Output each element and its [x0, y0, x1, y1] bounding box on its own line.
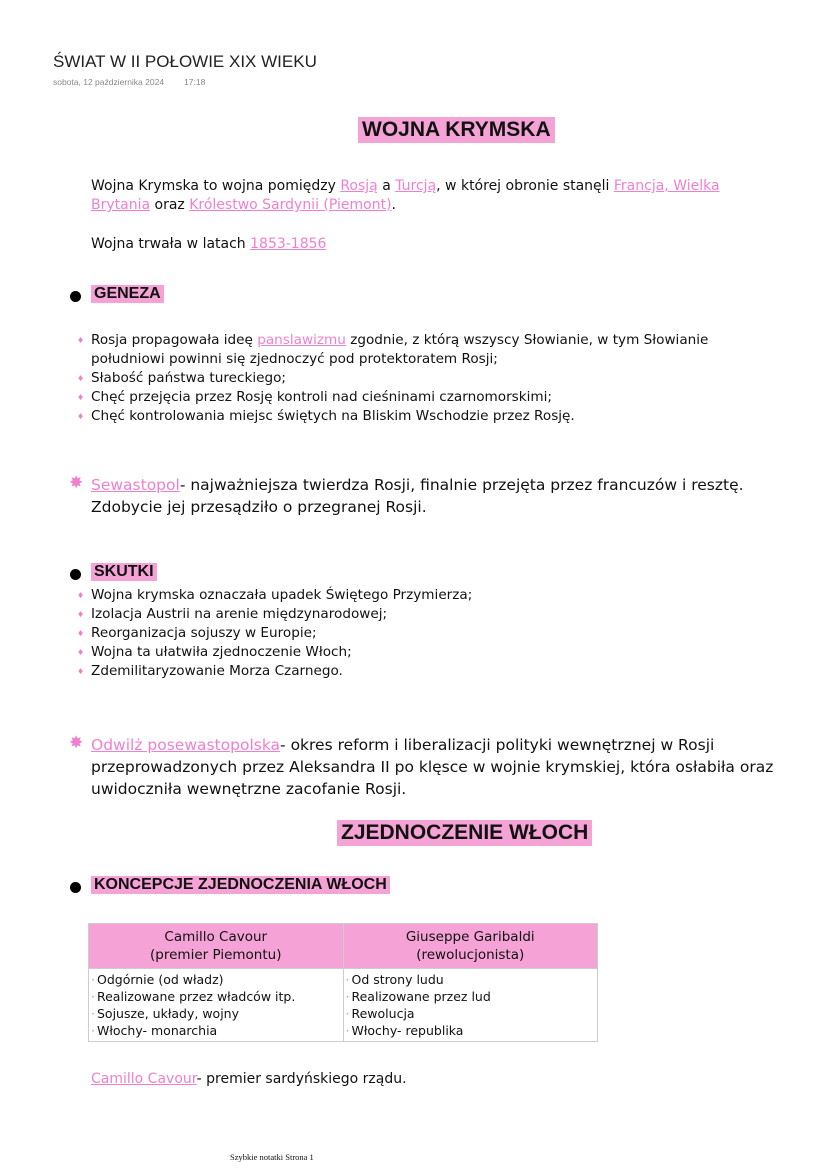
- text: zgodnie, z którą wszyscy Słowianie, w tym Słowianie południowi powinni się zjednoczyć pod protektoratem Rosji;: [91, 332, 709, 367]
- table-cell-cavour: [89, 969, 344, 1042]
- text: a: [377, 178, 396, 194]
- text: Wojna Krymska to wojna pomiędzy: [91, 178, 341, 194]
- list-item: · Realizowane przez władców itp.: [91, 988, 341, 1005]
- text: - okres reform i liberalizacji polityki wewnętrznej w Rosji przeprowadzonych przez Aleksandra II po klęsce w wojnie krymskiej, która osłabiła oraz uwidoczniła wewnętrzne zacofanie Rosji.: [91, 736, 774, 798]
- date: sobota, 12 października 2024: [53, 77, 165, 87]
- link-rosja[interactable]: Rosją: [340, 178, 378, 194]
- table-header-garibaldi: [343, 924, 598, 969]
- list-item: ♦ Izolacja Austrii na arenie międzynarodowej;: [75, 605, 775, 624]
- list-item: ♦ Wojna krymska oznaczała upadek Świętego Przymierza;: [75, 586, 775, 605]
- text: - najważniejsza twierdza Rosji, finalnie przejęta przez francuzów i resztę. Zdobycie jej przesądziło o przegranej Rosji.: [91, 476, 744, 516]
- sewastopol-paragraph: [91, 474, 811, 518]
- bullet-icon: [70, 569, 81, 580]
- link-francja[interactable]: Francja, Wielka Brytania: [91, 178, 720, 213]
- odwilz-paragraph: [91, 734, 801, 800]
- link-sewastopol[interactable]: Sewastopol: [91, 476, 180, 494]
- text: Wojna trwała w latach: [91, 236, 251, 252]
- page-date: [53, 77, 205, 87]
- list-item: [75, 331, 775, 369]
- list-item: · Włochy- monarchia: [91, 1022, 341, 1039]
- list-item: ♦ Chęć przejęcia przez Rosję kontroli nad cieśninami czarnomorskimi;: [75, 388, 775, 407]
- link-panslawizm[interactable]: panslawizmu: [257, 332, 346, 348]
- heading-koncepcje: KONCEPCJE ZJEDNOCZENIA WŁOCH: [91, 876, 390, 894]
- list-item: · Odgórnie (od władz): [91, 971, 341, 988]
- skutki-list: [75, 586, 775, 681]
- link-cavour[interactable]: Camillo Cavour: [91, 1071, 197, 1087]
- years-paragraph: [91, 235, 326, 254]
- list-item: ♦ Zdemilitaryzowanie Morza Czarnego.: [75, 662, 775, 681]
- text: , w której obronie stanęli: [436, 178, 614, 194]
- list-item: · Od strony ludu: [346, 971, 596, 988]
- page-footer: Szybkie notatki Strona 1: [230, 1152, 314, 1162]
- intro-paragraph: [91, 177, 781, 215]
- link-odwilz[interactable]: Odwilż posewastopolska: [91, 736, 281, 754]
- heading-wojna-krymska: WOJNA KRYMSKA: [358, 117, 555, 143]
- link-turcja[interactable]: Turcją: [395, 178, 437, 194]
- time: 17:18: [184, 77, 206, 87]
- list-item: ♦ Wojna ta ułatwiła zjednoczenie Włoch;: [75, 643, 775, 662]
- list-item: · Realizowane przez lud: [346, 988, 596, 1005]
- text: (premier Piemontu): [150, 947, 282, 963]
- heading-zjednoczenie-wloch: ZJEDNOCZENIE WŁOCH: [337, 820, 592, 846]
- koncepcje-table: [88, 923, 598, 1042]
- list-item: · Włochy- republika: [346, 1022, 596, 1039]
- link-sardynia[interactable]: Królestwo Sardynii (Piemont): [189, 197, 392, 213]
- text: .: [391, 197, 396, 213]
- text: Rosja propagowała ideę: [91, 332, 258, 348]
- table-header-cavour: [89, 924, 344, 969]
- table-cell-garibaldi: [343, 969, 598, 1042]
- text: Giuseppe Garibaldi: [405, 929, 535, 945]
- list-item: · Sojusze, układy, wojny: [91, 1005, 341, 1022]
- text: (rewolucjonista): [416, 947, 525, 963]
- table-header-row: [89, 924, 598, 969]
- link-years[interactable]: 1853-1856: [250, 236, 327, 252]
- heading-skutki: SKUTKI: [91, 563, 157, 581]
- cavour-paragraph: [91, 1070, 407, 1089]
- list-item: · Rewolucja: [346, 1005, 596, 1022]
- list-item: ♦ Chęć kontrolowania miejsc świętych na Bliskim Wschodzie przez Rosję.: [75, 407, 775, 426]
- text: Camillo Cavour: [164, 929, 268, 945]
- star-icon: ✸: [69, 733, 84, 753]
- text: oraz: [150, 197, 190, 213]
- list-item: ♦ Reorganizacja sojuszy w Europie;: [75, 624, 775, 643]
- text: - premier sardyńskiego rządu.: [196, 1071, 407, 1087]
- table-row: [89, 969, 598, 1042]
- star-icon: ✸: [69, 473, 84, 493]
- page-title: ŚWIAT W II POŁOWIE XIX WIEKU: [53, 52, 317, 71]
- bullet-icon: [70, 882, 81, 893]
- bullet-icon: [70, 291, 81, 302]
- list-item: ♦ Słabość państwa tureckiego;: [75, 369, 775, 388]
- heading-geneza: GENEZA: [91, 285, 164, 303]
- geneza-list: [75, 331, 775, 426]
